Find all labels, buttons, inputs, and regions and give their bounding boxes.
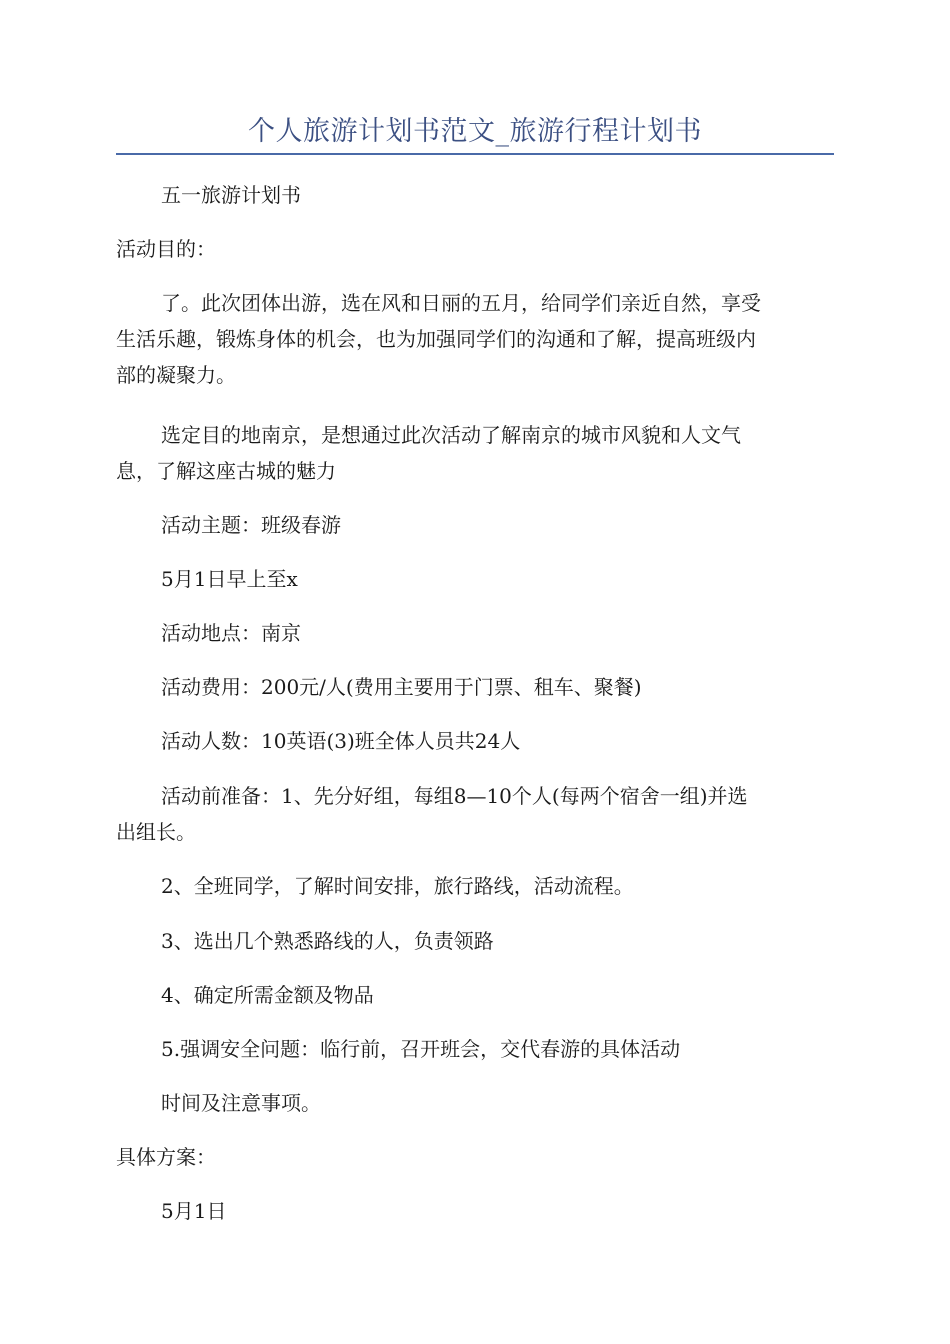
purpose-line-2: 生活乐趣，锻炼身体的机会，也为加强同学们的沟通和了解，提高班级内 — [116, 327, 756, 351]
destination-line-2: 息，了解这座古城的魅力 — [116, 459, 336, 483]
section-heading-plan: 具体方案： — [116, 1145, 216, 1169]
preparation-line-2: 出组长。 — [116, 820, 196, 844]
purpose-line-3: 部的凝聚力。 — [116, 363, 236, 387]
preparation-step-2: 2、全班同学，了解时间安排，旅行路线，活动流程。 — [161, 874, 634, 898]
activity-cost: 活动费用：200元/人(费用主要用于门票、租车、聚餐) — [161, 675, 642, 699]
activity-location: 活动地点：南京 — [161, 621, 301, 645]
purpose-line-1: 了。此次团体出游，选在风和日丽的五月，给同学们亲近自然，享受 — [161, 291, 761, 315]
plan-date: 5月1日 — [161, 1199, 227, 1223]
activity-headcount: 活动人数：10英语(3)班全体人员共24人 — [161, 729, 521, 753]
preparation-step-3: 3、选出几个熟悉路线的人，负责领路 — [161, 929, 494, 953]
subtitle-paragraph: 五一旅游计划书 — [161, 183, 301, 207]
title-underline — [116, 153, 834, 155]
preparation-line-1: 活动前准备：1、先分好组，每组8—10个人(每两个宿舍一组)并选 — [161, 784, 748, 808]
section-heading-purpose: 活动目的： — [116, 237, 216, 261]
activity-time: 5月1日早上至x — [161, 567, 298, 591]
preparation-step-5: 5.强调安全问题：临行前，召开班会，交代春游的具体活动 — [161, 1037, 681, 1061]
document-title: 个人旅游计划书范文_旅游行程计划书 — [248, 116, 702, 147]
activity-theme: 活动主题：班级春游 — [161, 513, 341, 537]
preparation-step-4: 4、确定所需金额及物品 — [161, 983, 374, 1007]
destination-line-1: 选定目的地南京，是想通过此次活动了解南京的城市风貌和人文气 — [161, 423, 741, 447]
preparation-step-5-cont: 时间及注意事项。 — [161, 1091, 321, 1115]
